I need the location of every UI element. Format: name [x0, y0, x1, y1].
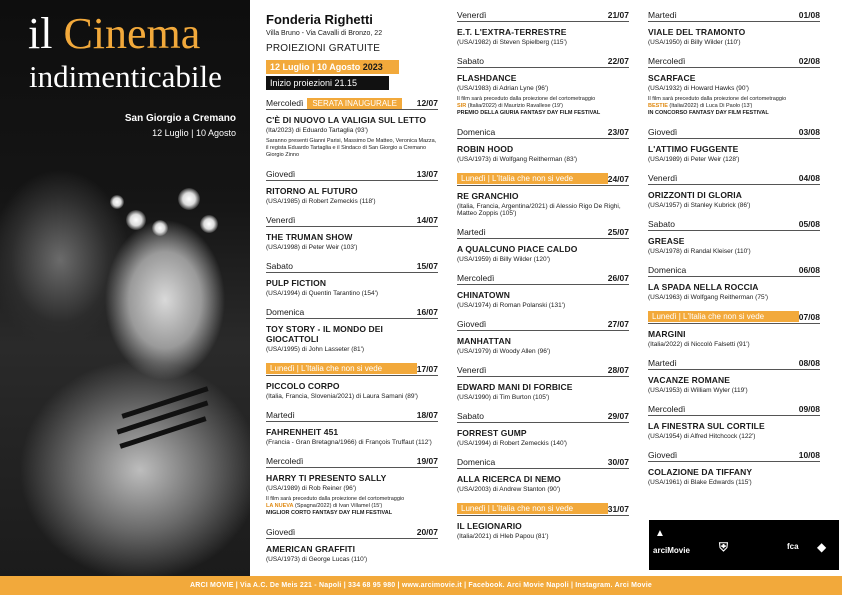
film-meta: (Italia/2021) di Hleb Papou (81')	[457, 533, 549, 540]
day-date: 19/07	[416, 456, 438, 466]
day-date: 17/07	[416, 364, 438, 374]
day-name-group	[266, 456, 303, 466]
day-header	[457, 273, 629, 285]
film-note	[457, 96, 629, 117]
film-title: PICCOLO CORPO	[266, 381, 340, 391]
film-meta: (Ita/2023) di Eduardo Tartaglia (93')	[266, 127, 368, 134]
film-meta: (USA/1978) di Randal Kleiser (110')	[648, 248, 751, 255]
bat-logo-icon: ◆	[817, 540, 827, 554]
day-header	[648, 265, 820, 277]
schedule-slot	[266, 527, 438, 563]
schedule-slot	[648, 404, 820, 440]
day-date: 12/07	[416, 98, 438, 108]
film-title: ORIZZONTI DI GLORIA	[648, 190, 742, 200]
schedule-slot	[648, 127, 820, 163]
film-title: MARGINI	[648, 329, 686, 339]
day-date: 16/07	[416, 307, 438, 317]
schedule-slot	[457, 411, 629, 447]
day-date: 21/07	[607, 10, 629, 20]
film-title: AMERICAN GRAFFITI	[266, 544, 356, 554]
schedule-slot	[457, 56, 629, 117]
film-meta: (USA/1994) di Quentin Tarantino (154')	[266, 290, 379, 297]
day-name-group	[266, 307, 304, 317]
day-header	[457, 411, 629, 423]
day-header	[266, 261, 438, 273]
film-meta: (USA/1973) di George Lucas (110')	[266, 556, 368, 563]
film-title: SCARFACE	[648, 73, 696, 83]
schedule-slot	[457, 227, 629, 263]
schedule-slot	[266, 307, 438, 353]
day-header	[648, 219, 820, 231]
day-name: Mercoledì	[266, 456, 304, 466]
day-date: 22/07	[607, 56, 629, 66]
schedule-slot	[457, 173, 629, 217]
film-meta: (USA/1983) di Adrian Lyne (96')	[457, 85, 549, 92]
day-date: 05/08	[798, 219, 820, 229]
film-title: CHINATOWN	[457, 290, 510, 300]
film-title: THE TRUMAN SHOW	[266, 232, 353, 242]
light-bokeh	[126, 210, 146, 230]
day-date: 20/07	[416, 527, 438, 537]
schedule-slot	[266, 261, 438, 297]
film-meta: (USA/1979) di Woody Allen (96')	[457, 348, 551, 355]
day-header	[457, 457, 629, 469]
schedule-slot	[457, 365, 629, 401]
day-name-group	[266, 261, 293, 271]
title-word-il: il	[28, 9, 53, 58]
hero-subtitle: indimenticabile	[29, 59, 222, 94]
film-title: VIALE DEL TRAMONTO	[648, 27, 746, 37]
short-film-prize: MIGLIOR CORTO FANTASY DAY FILM FESTIVAL	[266, 510, 393, 516]
day-highlight: Lunedì | L'Italia che non si vede	[457, 173, 608, 184]
note-text: Il film sarà preceduto dalla proiezione del cortometraggio	[266, 496, 405, 502]
schedule-slot	[266, 215, 438, 251]
day-name-group	[648, 404, 685, 414]
film-title: RITORNO AL FUTURO	[266, 186, 358, 196]
day-name: Domenica	[648, 265, 687, 275]
day-name: Venerdì	[457, 10, 487, 20]
day-header	[648, 404, 820, 416]
venue-name: Fonderia Righetti	[266, 12, 373, 27]
day-name: Giovedì	[266, 527, 296, 537]
day-name-group	[648, 173, 677, 183]
arci-logo-text: arciMovie	[653, 546, 690, 555]
day-header	[457, 173, 629, 186]
film-meta: (USA/1998) di Peter Weir (103')	[266, 244, 358, 251]
schedule-slot	[457, 127, 629, 163]
hero-title	[28, 10, 200, 58]
film-meta: (USA/1932) di Howard Hawks (90')	[648, 85, 749, 92]
film-title: COLAZIONE DA TIFFANY	[648, 467, 753, 477]
note-text: Il film sarà preceduto dalla proiezione del cortometraggio	[648, 96, 787, 102]
day-name-group	[266, 410, 295, 420]
day-date: 27/07	[607, 319, 629, 329]
day-name-group	[648, 10, 677, 20]
schedule-slot	[648, 311, 820, 348]
schedule-column-2	[457, 10, 629, 550]
light-bokeh	[152, 220, 168, 236]
schedule-slot	[648, 10, 820, 46]
day-name: Mercoledì	[648, 404, 686, 414]
schedule-slot	[648, 450, 820, 486]
day-name: Domenica	[457, 457, 496, 467]
film-meta: (USA/1950) di Billy Wilder (110')	[648, 39, 741, 46]
day-name: Giovedì	[648, 450, 678, 460]
day-header	[648, 10, 820, 22]
day-header	[457, 56, 629, 68]
day-name: Sabato	[457, 56, 484, 66]
day-header	[457, 127, 629, 139]
day-header	[266, 169, 438, 181]
film-title: HARRY TI PRESENTO SALLY	[266, 473, 387, 483]
day-date: 04/08	[798, 173, 820, 183]
short-film-meta: (Spagna/2022) di Ivan Villamel (15')	[295, 503, 383, 509]
film-meta: (USA/1957) di Stanley Kubrick (86')	[648, 202, 751, 209]
schedule-slot	[457, 503, 629, 540]
event-tag: SERATA INAUGURALE	[307, 98, 402, 109]
schedule-slot	[648, 56, 820, 117]
day-name-group	[648, 127, 677, 137]
hero-photo	[0, 0, 250, 576]
short-film-title: SIR	[457, 103, 467, 109]
day-name-group	[457, 273, 494, 283]
day-header	[266, 527, 438, 539]
day-name: Sabato	[457, 411, 484, 421]
film-meta: (USA/1963) di Wolfgang Reitherman (75')	[648, 294, 768, 301]
day-name: Giovedì	[648, 127, 678, 137]
fca-logo-text: fca	[787, 542, 799, 551]
day-name: Mercoledì	[648, 56, 686, 66]
day-name: Venerdì	[457, 365, 487, 375]
film-meta: (USA/1994) di Robert Zemeckis (140')	[457, 440, 567, 447]
film-title: ALLA RICERCA DI NEMO	[457, 474, 561, 484]
hero-place: San Giorgio a Cremano	[124, 113, 236, 124]
short-film-prize: IN CONCORSO FANTASY DAY FILM FESTIVAL	[648, 110, 769, 116]
day-name: Domenica	[266, 307, 305, 317]
day-header	[266, 410, 438, 422]
film-meta: (USA/1961) di Blake Edwards (115')	[648, 479, 752, 486]
day-highlight: Lunedì | L'Italia che non si vede	[457, 503, 608, 514]
day-header	[266, 307, 438, 319]
film-title: FAHRENHEIT 451	[266, 427, 339, 437]
schedule-slot	[457, 10, 629, 46]
short-film-title: LA NUEVA	[266, 503, 294, 509]
day-name: Mercoledì	[457, 273, 495, 283]
film-meta: (Italia, Francia, Argentina/2021) di Alessio Rigo De Righi, Matteo Zoppis (105')	[457, 203, 621, 217]
day-name: Sabato	[648, 219, 675, 229]
film-meta: (USA/1974) di Roman Polanski (131')	[457, 302, 566, 309]
schedule-column-3	[648, 10, 820, 496]
film-title: ROBIN HOOD	[457, 144, 514, 154]
day-highlight: Lunedì | L'Italia che non si vede	[648, 311, 799, 322]
schedule-slot	[457, 457, 629, 493]
day-highlight: Lunedì | L'Italia che non si vede	[266, 363, 417, 374]
day-date: 25/07	[607, 227, 629, 237]
day-name: Martedì	[648, 10, 677, 20]
day-name-group	[457, 365, 486, 375]
film-title: EDWARD MANI DI FORBICE	[457, 382, 573, 392]
schedule-slot	[266, 410, 438, 446]
day-name-group	[266, 527, 295, 537]
film-meta: (USA/2003) di Andrew Stanton (90')	[457, 486, 561, 493]
day-name-group	[457, 56, 484, 66]
film-meta: (USA/1989) di Rob Reiner (96')	[266, 485, 357, 492]
day-name: Domenica	[457, 127, 496, 137]
day-date: 03/08	[798, 127, 820, 137]
day-name: Venerdì	[266, 215, 296, 225]
day-header	[648, 358, 820, 370]
short-film-meta: (Italia/2022) di Maurizio Ravallese (19')	[467, 103, 563, 109]
day-name: Martedì	[266, 410, 295, 420]
day-date: 14/07	[416, 215, 438, 225]
day-name: Sabato	[266, 261, 293, 271]
film-title: L'ATTIMO FUGGENTE	[648, 144, 739, 154]
day-date: 09/08	[798, 404, 820, 414]
day-date: 07/08	[798, 312, 820, 322]
day-date: 31/07	[607, 504, 629, 514]
day-header	[266, 363, 438, 376]
film-meta: (USA/1973) di Wolfgang Reitherman (83')	[457, 156, 577, 163]
light-bokeh	[110, 195, 124, 209]
day-date: 24/07	[607, 174, 629, 184]
film-title: MANHATTAN	[457, 336, 511, 346]
light-bokeh	[200, 215, 218, 233]
light-bokeh	[178, 188, 200, 210]
day-date: 02/08	[798, 56, 820, 66]
day-header	[648, 173, 820, 185]
schedule-slot	[266, 98, 438, 159]
film-meta: (USA/1985) di Robert Zemeckis (118')	[266, 198, 376, 205]
schedule-slot	[266, 456, 438, 517]
day-header	[648, 450, 820, 462]
film-title: LA FINESTRA SUL CORTILE	[648, 421, 765, 431]
start-time-badge: Inizio proiezioni 21.15	[266, 76, 389, 90]
day-name: Mercoledì	[266, 98, 304, 108]
film-meta: (USA/1990) di Tim Burton (105')	[457, 394, 550, 401]
day-date: 08/08	[798, 358, 820, 368]
film-meta: (USA/1953) di William Wyler (119')	[648, 387, 748, 394]
note-text: Il film sarà preceduto dalla proiezione del cortometraggio	[457, 96, 596, 102]
schedule-slot	[648, 219, 820, 255]
schedule-column-1	[266, 10, 438, 573]
film-meta: (USA/1982) di Steven Spielberg (115')	[457, 39, 567, 46]
film-meta: (USA/1995) di John Lasseter (81')	[266, 346, 365, 353]
film-title: IL LEGIONARIO	[457, 521, 522, 531]
free-label: PROIEZIONI GRATUITE	[266, 43, 381, 54]
sponsor-logos	[649, 520, 839, 570]
film-meta: (Italia/2022) di Niccolò Falsetti (91')	[648, 341, 750, 348]
schedule-slot	[266, 363, 438, 400]
day-date: 26/07	[607, 273, 629, 283]
film-title: RE GRANCHIO	[457, 191, 519, 201]
day-header	[457, 319, 629, 331]
day-name-group	[648, 265, 686, 275]
day-header	[648, 56, 820, 68]
day-date: 13/07	[416, 169, 438, 179]
schedule-slot	[457, 273, 629, 309]
day-date: 18/07	[416, 410, 438, 420]
day-name-group	[266, 169, 295, 179]
day-header	[648, 311, 820, 324]
day-name-group	[457, 127, 495, 137]
schedule-slot	[648, 265, 820, 301]
film-note	[266, 496, 438, 517]
day-name-group	[648, 219, 675, 229]
day-name-group	[457, 411, 484, 421]
note-text: Saranno presenti Gianni Parisi, Massimo De Matteo, Veronica Mazza, il regista Eduardo Tartaglia e il Sindaco di San Giorgio a Cremano Giorgio Zinno	[266, 138, 437, 158]
day-header	[266, 98, 438, 110]
schedule-slot	[266, 169, 438, 205]
day-name-group	[457, 457, 495, 467]
day-name-group	[266, 98, 402, 108]
film-title: E.T. L'EXTRA-TERRESTRE	[457, 27, 567, 37]
footer-bar: ARCI MOVIE | Via A.C. De Meis 221 - Napoli | 334 68 95 980 | www.arcimovie.it | Facebook. Arci Movie Napoli | Instagram. Arci Movie	[0, 576, 842, 595]
day-name-group	[266, 215, 295, 225]
day-name-group	[457, 10, 486, 20]
day-header	[457, 365, 629, 377]
film-meta: (USA/1954) di Alfred Hitchcock (122')	[648, 433, 756, 440]
day-header	[266, 456, 438, 468]
day-header	[457, 227, 629, 239]
film-title: C'È DI NUOVO LA VALIGIA SUL LETTO	[266, 115, 427, 125]
schedule-slot	[457, 319, 629, 355]
day-name-group	[457, 319, 486, 329]
film-title: A QUALCUNO PIACE CALDO	[457, 244, 578, 254]
day-header	[266, 215, 438, 227]
day-date: 15/07	[416, 261, 438, 271]
period-year: 2023	[362, 62, 383, 72]
film-note	[648, 96, 820, 117]
arci-logo-icon: ▲	[655, 528, 665, 539]
short-film-meta: (Italia/2022) di Luca Di Paolo (13')	[669, 103, 753, 109]
day-name-group	[648, 358, 677, 368]
day-name: Venerdì	[648, 173, 678, 183]
day-date: 29/07	[607, 411, 629, 421]
venue-address: Villa Bruno - Via Cavalli di Bronzo, 22	[266, 30, 383, 37]
day-header	[457, 503, 629, 516]
schedule-slot	[648, 173, 820, 209]
day-date: 30/07	[607, 457, 629, 467]
film-note	[266, 138, 438, 159]
day-date: 23/07	[607, 127, 629, 137]
film-meta: (Francia - Gran Bretagna/1966) di François Truffaut (112')	[266, 439, 432, 446]
day-date: 10/08	[798, 450, 820, 460]
film-title: FLASHDANCE	[457, 73, 517, 83]
day-name: Giovedì	[457, 319, 487, 329]
day-name: Martedì	[457, 227, 486, 237]
day-date: 06/08	[798, 265, 820, 275]
day-date: 28/07	[607, 365, 629, 375]
day-name-group	[648, 56, 685, 66]
film-title: TOY STORY - IL MONDO DEI GIOCATTOLI	[266, 324, 384, 344]
day-name-group	[648, 450, 677, 460]
day-date: 01/08	[798, 10, 820, 20]
city-crest-icon: ⛨	[719, 540, 729, 554]
day-header	[648, 127, 820, 139]
film-meta: (Italia, Francia, Slovenia/2021) di Laura Samani (89')	[266, 393, 418, 400]
film-title: PULP FICTION	[266, 278, 327, 288]
period-badge	[266, 60, 399, 74]
film-meta: (USA/1959) di Billy Wilder (120')	[457, 256, 550, 263]
short-film-title: BESTIE	[648, 103, 668, 109]
day-header	[457, 10, 629, 22]
film-title: FORREST GUMP	[457, 428, 527, 438]
short-film-prize: PREMIO DELLA GIURIA FANTASY DAY FILM FESTIVAL	[457, 110, 601, 116]
day-name: Martedì	[648, 358, 677, 368]
period-dates: 12 Luglio | 10 Agosto	[270, 62, 361, 72]
film-meta: (USA/1989) di Peter Weir (128')	[648, 156, 740, 163]
title-word-cinema: Cinema	[63, 9, 201, 58]
film-title: VACANZE ROMANE	[648, 375, 730, 385]
schedule-slot	[648, 358, 820, 394]
film-title: LA SPADA NELLA ROCCIA	[648, 282, 759, 292]
hero-dates: 12 Luglio | 10 Agosto	[152, 128, 236, 138]
film-title: GREASE	[648, 236, 685, 246]
day-name-group	[457, 227, 486, 237]
scarf-stripe	[119, 416, 206, 449]
day-name: Giovedì	[266, 169, 296, 179]
